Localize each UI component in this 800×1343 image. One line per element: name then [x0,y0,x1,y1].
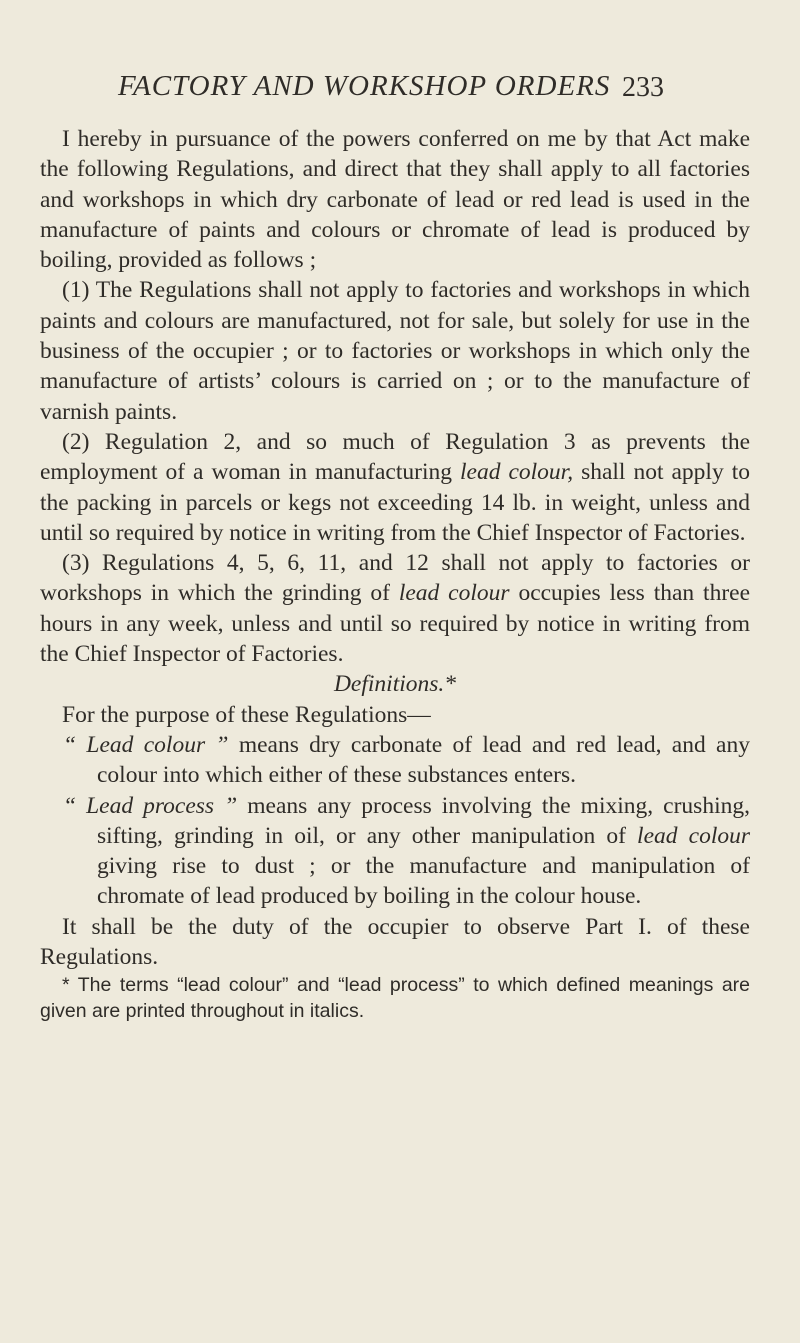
intro-paragraph: I hereby in pursuance of the powers conferred on me by that Act make the following Regulations, and direct that they shall apply to all factories and workshops in which dry carbonate of lead or red lead is used in the manufacture of paints and colours or chromate of lead is produced by boiling, provided as follows ; [40,126,750,274]
definition-lead-colour-term: “ Lead colour ” [63,731,229,758]
definition-lead-process-term: “ Lead process ” [63,792,238,819]
proviso-3-before: (3) Regulations 4, 5, 6, 11, and 12 shall not apply to factories or workshops in which the grinding of [40,550,750,607]
definitions-heading: Definitions.* [333,671,457,698]
definition-lead-colour [40,730,750,791]
proviso-1: (1) The Regulations shall not apply to factories and workshops in which paints and colours are manufactured, not for sale, but solely for use in the business of the occupier ; or to factories or workshops in which only the manufacture of artists’ colours is carried on ; or to the manufacture of varnish paints. [40,277,750,425]
definition-lead-colour-text: means dry carbonate of lead and red lead, and any colour into which either of these substances enters. [97,731,750,789]
definition-lead-process-inline-term: lead colour [637,822,750,849]
page-body [40,124,750,1024]
proviso-3 [40,548,750,669]
proviso-2 [40,427,750,548]
proviso-3-after: occupies less than three hours in any week, unless and until so required by notice in writing from the Chief Inspector of Factories. [40,580,751,668]
duty-paragraph: It shall be the duty of the occupier to observe Part I. of these Regulations. [40,913,750,971]
proviso-2-before: (2) Regulation 2, and so much of Regulation 3 as prevents the employment of a woman in manufacturing [40,428,750,486]
page-number: 233 [622,72,664,103]
proviso-2-after: shall not apply to the packing in parcels or kegs not exceeding 14 lb. in weight, unless and until so required by notice in writing from the Chief Inspector of Factories. [40,459,750,546]
footnote: * The terms “lead colour” and “lead process” to which defined meanings are given are printed throughout in italics. [40,974,750,1023]
definition-lead-process-text-b: giving rise to dust ; or the manufacture and manipulation of chromate of lead produced by boiling in the colour house. [97,853,750,910]
definition-lead-process-text-a: means any process involving the mixing, crushing, sifting, grinding in oil, or any other manipulation of [97,792,750,849]
definitions-intro: For the purpose of these Regulations— [62,701,431,728]
running-head: FACTORY AND WORKSHOP ORDERS [118,70,611,102]
proviso-3-term: lead colour [398,580,510,607]
definition-lead-process [40,791,750,912]
proviso-2-term: lead colour, [459,459,574,486]
